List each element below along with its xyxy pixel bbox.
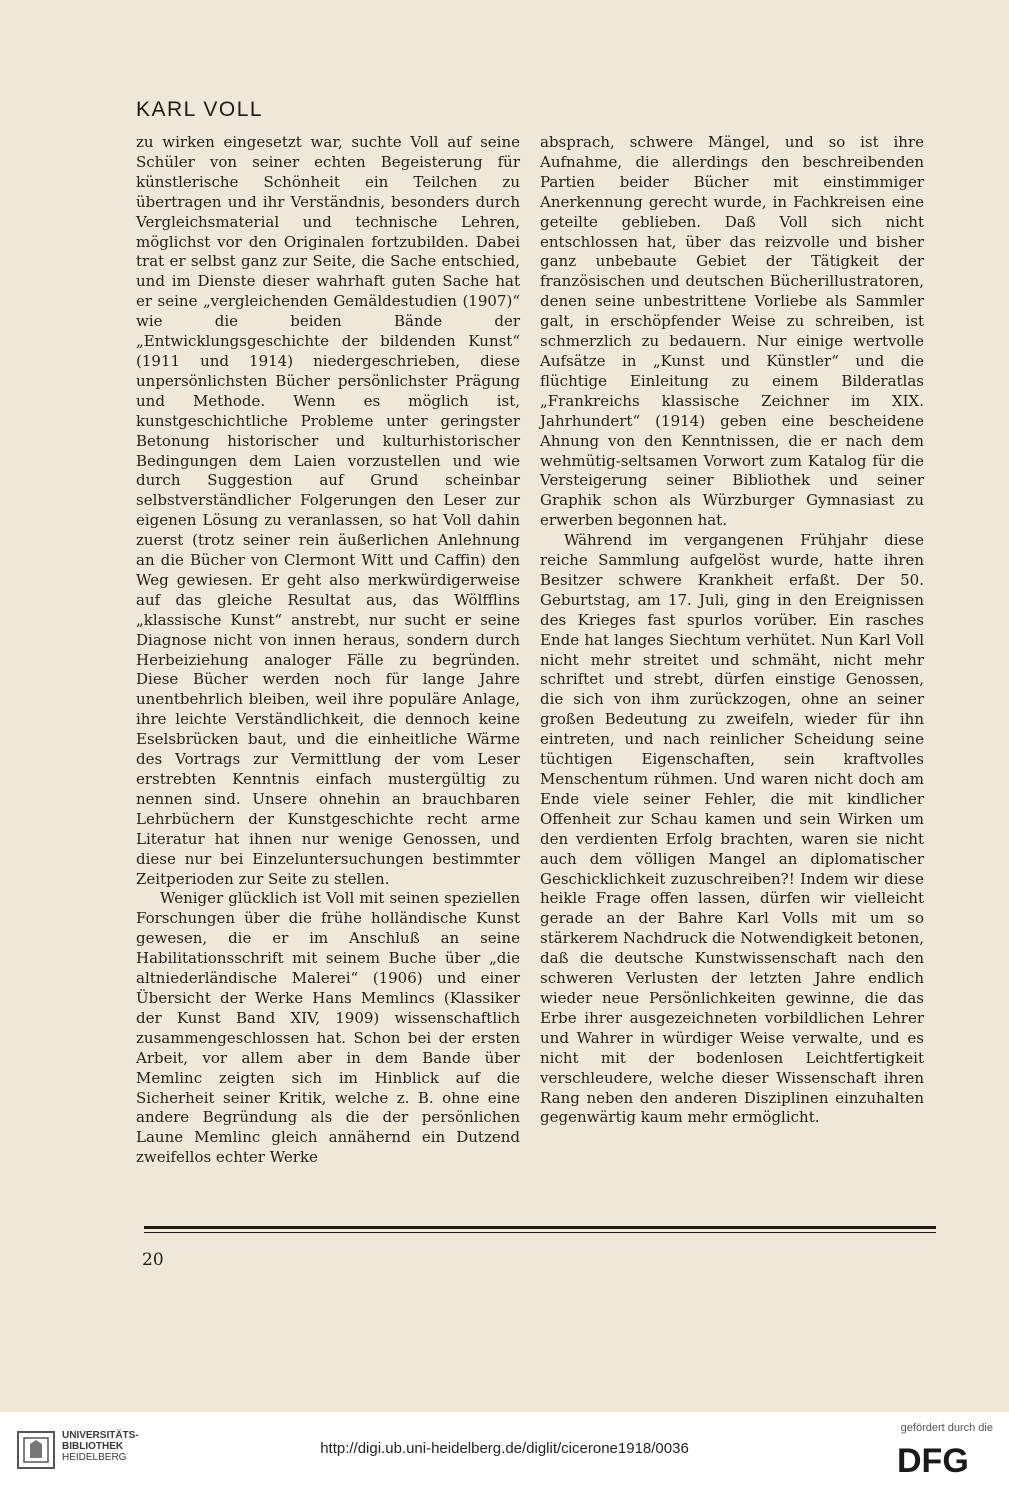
library-name-line-2: BIBLIOTHEK	[62, 1441, 124, 1452]
dfg-logo[interactable]	[897, 1442, 993, 1476]
footer-rule-thick	[144, 1226, 936, 1229]
library-name-line-1: UNIVERSITÄTS-	[62, 1430, 139, 1441]
left-column	[136, 133, 520, 1168]
left-paragraph-1: zu wirken eingesetzt war, suchte Voll auf seine Schüler von seiner echten Begeisterung für künstlerische Schönheit ein Teilchen zu übertragen und ihr Verständnis, besonders durch Vergleichsmaterial und technische Lehren, möglichst vor den Originalen fortzubilden. Dabei trat er selbst ganz zur Seite, die Sache entschied, und im Dienste dieser wahrhaft guten Sache hat er seine „vergleichenden Gemäldestudien (1907)“ wie die beiden Bände der „Entwicklungsgeschichte der bildenden Kunst“ (1911 und 1914) niedergeschrieben, diese unpersönlichsten Bücher persönlichster Prägung und Methode. Wenn es möglich ist, kunstgeschichtliche Probleme unter geringster Betonung historischer und kulturhistorischer Bedingungen dem Laien vorzustellen und wie durch Suggestion auf Grund scheinbar selbstverständlicher Folgerungen den Leser zur eigenen Lösung zu veranlassen, so hat Voll dahin zuerst (trotz seiner rein äußerlichen Anlehnung an die Bücher von Clermont Witt und Caffin) den Weg gewiesen. Er geht also merkwürdigerweise auf das gleiche Resultat aus, das Wölfflins „klassische Kunst“ anstrebt, nur sucht er seine Diagnose nicht von innen heraus, sondern durch Herbeiziehung analoger Fälle zu begründen. Diese Bücher werden noch für lange Jahre unentbehrlich bleiben, weil ihre populäre Anlage, ihre leichte Verständlichkeit, die dennoch keine Eselsbrücken baut, und die einheitliche Wärme des Vortrags zur Vermittlung der vom Leser erstrebten Kenntnis einfach mustergültig zu nennen sind. Unsere ohnehin an brauchbaren Lehrbüchern der Kunstgeschichte recht arme Literatur hat ihnen nur wenige Genossen, und diese nur bei Einzeluntersuchungen bestimmter Zeitperioden zur Seite zu stellen.	[136, 133, 520, 888]
left-paragraph-2: Weniger glücklich ist Voll mit seinen speziellen Forschungen über die frühe holländische Kunst gewesen, die er im Anschluß an seine Habilitationsschrift mit seinem Buche über „die altniederländische Malerei“ (1906) und einer Übersicht der Werke Hans Memlincs (Klassiker der Kunst Band XIV, 1909) wissenschaftlich zusammengeschlossen hat. Schon bei der ersten Arbeit, vor allem aber in dem Bande über Memlinc zeigten sich im Hinblick auf die Sicherheit seiner Kritik, welche z. B. ohne eine andere Begründung als die der persönlichen Laune Memlinc gleich annähernd ein Dutzend zweifellos echter Werke	[136, 889, 520, 1167]
right-paragraph-2: Während im vergangenen Frühjahr diese reiche Sammlung aufgelöst wurde, hatte ihren Besitzer schwere Krankheit erfaßt. Der 50. Geburtstag, am 17. Juli, ging in den Ereignissen des Krieges fast spurlos vorüber. Ein rasches Ende hat langes Siechtum verhütet. Nun Karl Voll nicht mehr streitet und schmäht, nicht mehr schriftet und strebt, dürfen einstige Genossen, die sich von ihm zurückzogen, ohne an seiner großen Bedeutung zu zweifeln, wieder für ihn eintreten, und nach reinlicher Scheidung seine tüchtigen Eigenschaften, sein kraftvolles Menschentum rühmen. Und waren nicht doch am Ende viele seiner Fehler, die mit kindlicher Offenheit zur Schau kamen und sein Wirken um den verdienten Erfolg brachten, waren sie nicht auch dem völligen Mangel an diplomatischer Geschicklichkeit zuzuschreiben?! Indem wir diese heikle Frage offen lassen, dürfen wir vielleicht gerade an der Bahre Karl Volls mit um so stärkerem Nachdruck die Notwendigkeit betonen, daß die deutsche Kunstwissenschaft nach den schweren Verlusten der letzten Jahre endlich wieder neue Persönlichkeiten gewinne, die das Erbe ihrer ausgezeichneten vorbildlichen Lehrer und Wahrer in würdiger Weise verwalte, und es nicht mit der bodenlosen Leichtfertigkeit verschleudere, welche dieser Wissenschaft ihren Rang neben den anderen Disziplinen einzuhalten gegenwärtig kaum mehr ermöglicht.	[540, 531, 924, 1127]
dfg-logo-text: DFG	[897, 1442, 969, 1476]
library-name-line-3: HEIDELBERG	[62, 1452, 127, 1463]
viewer-footer	[0, 1412, 1009, 1486]
right-paragraph-1: absprach, schwere Mängel, und so ist ihre Aufnahme, die allerdings den beschreibenden Partien beider Bücher mit einstimmiger Anerkennung gerecht wurde, in Fachkreisen eine geteilte geblieben. Daß Voll sich nicht entschlossen hat, über das reizvolle und bisher ganz unbebaute Gebiet der Tätigkeit der französischen und deutschen Bücherillustratoren, denen seine unbestrittene Vorliebe als Sammler galt, in erschöpfender Weise zu schreiben, ist schmerzlich zu bedauern. Nur einige wertvolle Aufsätze in „Kunst und Künstler“ und die flüchtige Einleitung zu einem Bilderatlas „Frankreichs klassische Zeichner im XIX. Jahrhundert“ (1914) geben eine bescheidene Ahnung von den Kenntnissen, die er nach dem wehmütig-seltsamen Vorwort zum Katalog für die Versteigerung seiner Bibliothek und seiner Graphik schon als Würzburger Gymnasiast zu erwerben begonnen hat.	[540, 133, 924, 530]
funded-by-label: gefördert durch die	[900, 1422, 993, 1434]
page-number: 20	[142, 1250, 164, 1270]
footer-rule-thin	[144, 1232, 936, 1233]
right-column	[540, 133, 924, 1128]
running-head: KARL VOLL	[136, 98, 264, 121]
document-url-link[interactable]: http://digi.ub.uni-heidelberg.de/diglit/cicerone1918/0036	[320, 1440, 689, 1457]
